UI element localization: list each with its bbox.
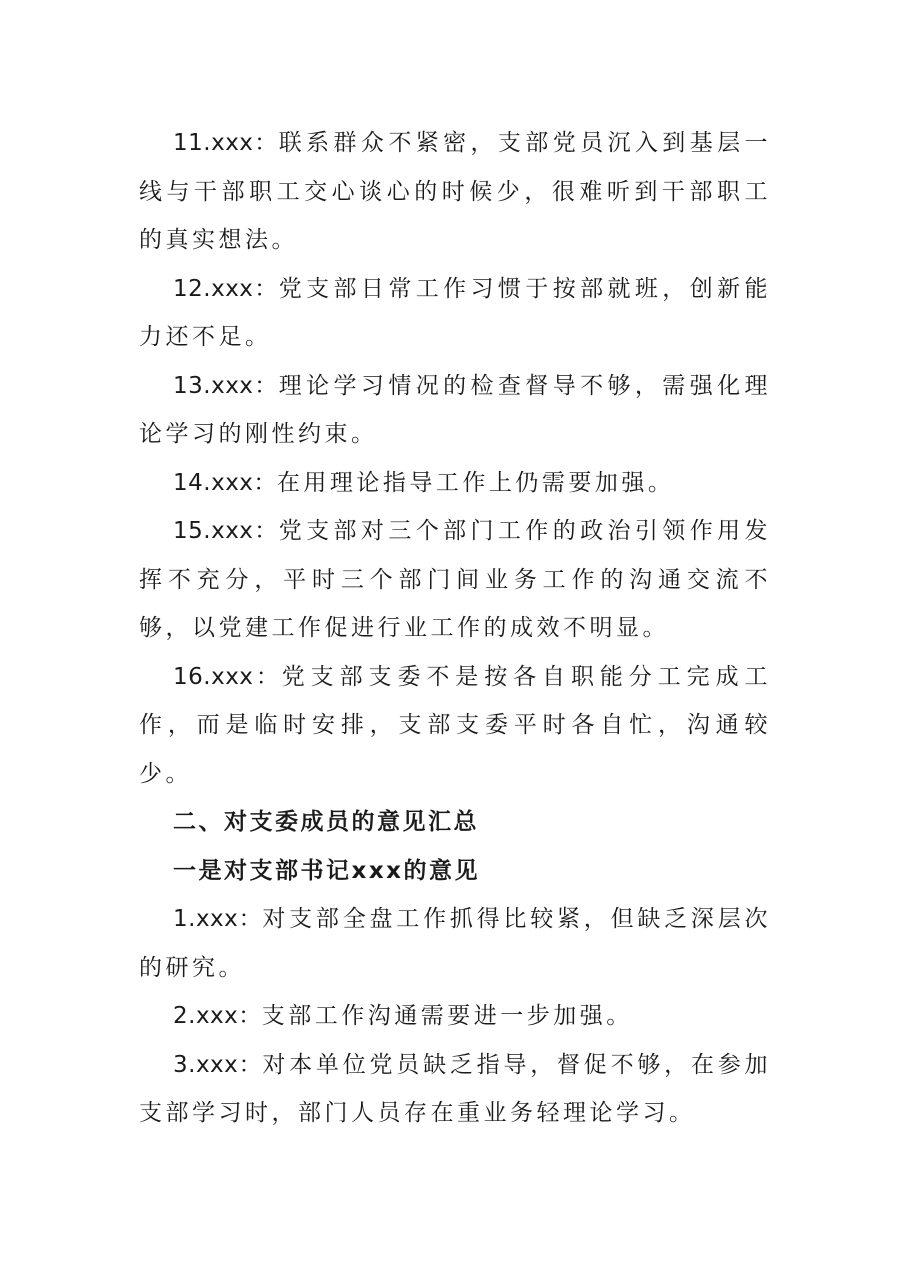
- item-number: 16.xxx：: [173, 663, 282, 690]
- item-text: 党支部日常工作习惯于按部就班，创新能力还不足。: [139, 275, 771, 350]
- item-number: 14.xxx：: [173, 469, 277, 496]
- item-text: 党支部支委不是按各自职能分工完成工作，而是临时安排，支部支委平时各自忙，沟通较少。: [139, 663, 772, 787]
- paragraph-item-14: [139, 459, 771, 508]
- item-text: 党支部对三个部门工作的政治引领作用发挥不充分，平时三个部门间业务工作的沟通交流不够，以党建工作促进行业工作的成效不明显。: [139, 518, 771, 641]
- item-number: 13.xxx：: [173, 372, 279, 399]
- item-text: 联系群众不紧密，支部党员沉入到基层一线与干部职工交心谈心的时候少，很难听到干部职工的真实想法。: [139, 130, 771, 253]
- item-number: 2.xxx：: [173, 1003, 262, 1029]
- item-number: 15.xxx：: [173, 518, 279, 544]
- item-number: 11.xxx：: [173, 130, 279, 156]
- paragraph-item-1: [139, 895, 771, 992]
- paragraph-item-13: [139, 362, 771, 459]
- item-text: 在用理论指导工作上仍需要加强。: [276, 469, 675, 496]
- item-text: 对支部全盘工作抓得比较紧，但缺乏深层次的研究。: [139, 906, 772, 981]
- item-text: 对本单位党员缺乏指导，督促不够，在参加支部学习时，部门人员存在重业务轻理论学习。: [139, 1051, 772, 1126]
- paragraph-item-11: [139, 119, 771, 265]
- item-text: 支部工作沟通需要进一步加强。: [261, 1003, 633, 1029]
- paragraph-item-12: [139, 265, 771, 362]
- document-body: [139, 119, 771, 1138]
- paragraph-item-3: [139, 1041, 771, 1138]
- section-heading: 二、对支委成员的意见汇总: [173, 809, 479, 835]
- paragraph-item-15: [139, 507, 771, 653]
- sub-heading: 一是对支部书记xxx的意见: [173, 857, 481, 884]
- item-number: 1.xxx：: [173, 906, 263, 932]
- paragraph-item-16: [139, 653, 771, 799]
- item-number: 12.xxx：: [173, 275, 279, 302]
- paragraph-item-2: [139, 992, 771, 1041]
- item-text: 理论学习情况的检查督导不够，需强化理论学习的刚性约束。: [139, 372, 771, 447]
- item-number: 3.xxx：: [173, 1051, 263, 1078]
